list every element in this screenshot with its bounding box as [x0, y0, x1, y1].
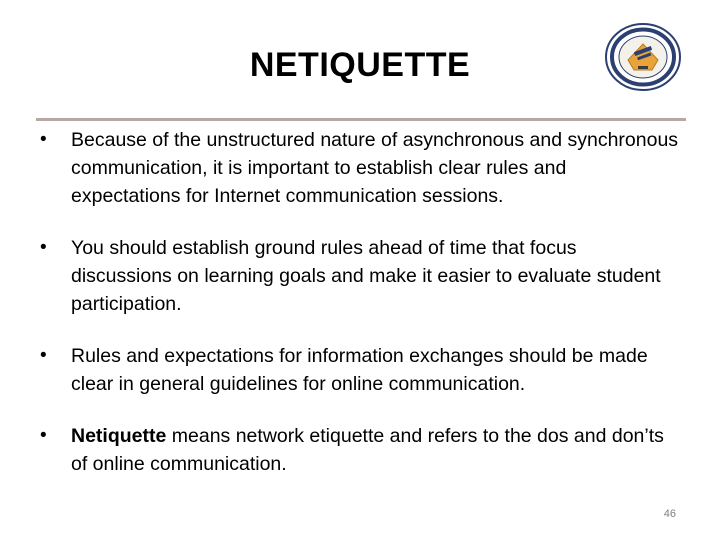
bullet-text: You should establish ground rules ahead of time that focus discussions on learning goals and make it easier to evaluate student participation. [71, 237, 661, 315]
bullet-item [40, 126, 680, 210]
bullet-dot: • [40, 129, 47, 150]
bullet-dot: • [40, 237, 47, 258]
page-number: 46 [663, 508, 676, 520]
bullet-bold-term: Netiquette [71, 425, 167, 447]
title-divider [36, 118, 686, 121]
bullet-item [40, 342, 680, 398]
bullet-item [40, 234, 680, 318]
bullet-item [40, 422, 680, 478]
bullet-text: Because of the unstructured nature of asynchronous and synchronous communication, it is important to establish clear rules and expectations for Internet communication sessions. [71, 129, 679, 207]
university-seal-icon [604, 22, 682, 92]
bullet-dot: • [40, 425, 47, 446]
bullet-dot: • [40, 345, 47, 366]
bullet-list [40, 126, 680, 502]
slide-title: NETIQUETTE [249, 46, 471, 84]
bullet-text: means network etiquette and refers to the dos and don’ts of online communication. [71, 425, 664, 475]
bullet-text: Rules and expectations for information exchanges should be made clear in general guidelines for online communication. [71, 345, 648, 395]
